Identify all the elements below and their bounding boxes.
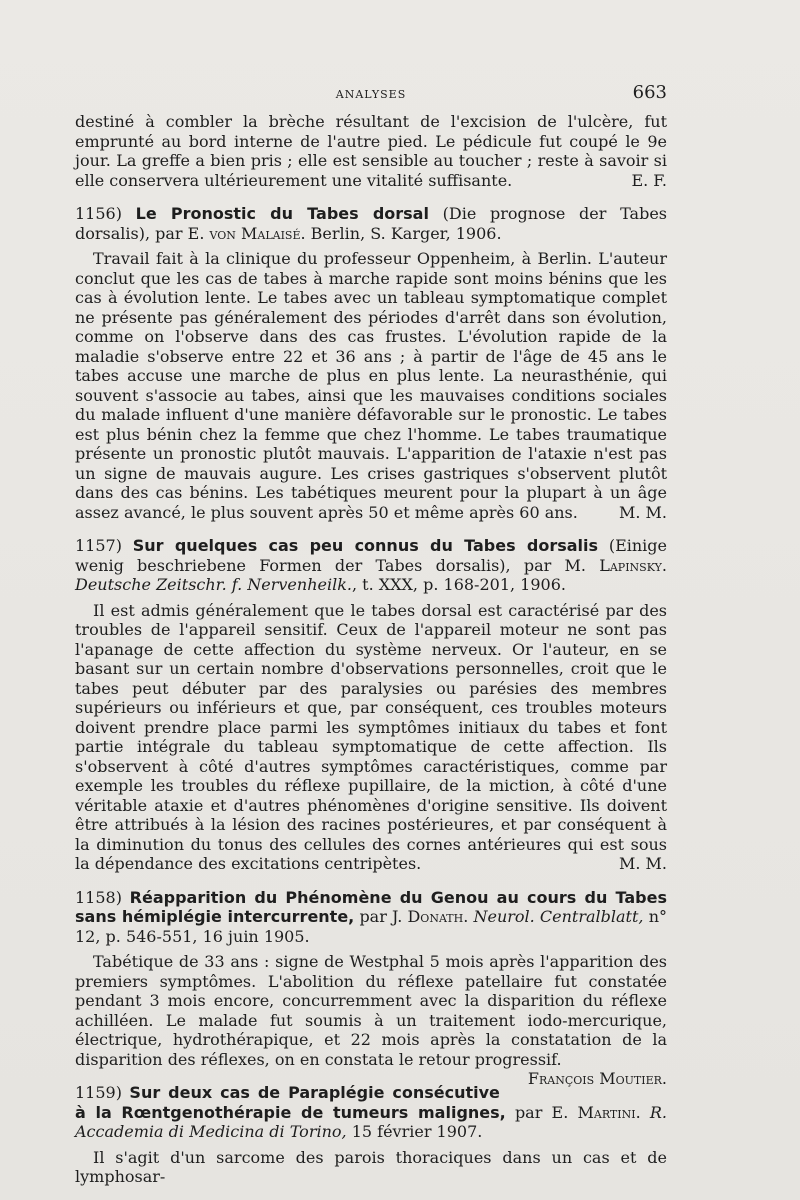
entry-journal: R. Accademia di Medicina di Torino, [75, 1102, 668, 1141]
entry-author: Donath [407, 907, 464, 926]
entry-signature: M. M. [618, 854, 667, 873]
entry-1157 [75, 536, 667, 874]
running-head [75, 82, 667, 112]
entry-citation-tail: . [661, 555, 667, 575]
entry-citation-tail: . [463, 907, 469, 926]
entry-citation: par J. [359, 907, 403, 926]
page-number: 663 [632, 82, 667, 103]
entry-1156 [75, 204, 667, 522]
entry-citation-end: 15 février 1907. [351, 1122, 483, 1141]
entry-1158 [75, 887, 667, 1088]
intro-paragraph [75, 112, 667, 190]
entry-citation-tail: . [635, 1102, 641, 1122]
entry-signature: François Moutier. [527, 1069, 667, 1088]
entry-title: Sur deux cas de Paraplégie consécutive à la Rœntgenothérapie de tumeurs malignes, [75, 1083, 506, 1122]
entry-header [75, 888, 667, 947]
entry-header [75, 1083, 667, 1142]
entry-citation-end: n° 12, p. 546-551, 16 juin 1905. [75, 907, 667, 946]
intro-signature: E. F. [631, 170, 667, 190]
entry-body-text: Il s'agit d'un sarcome des parois thoraciques dans un cas et de lymphosar- [75, 1147, 667, 1186]
entry-author: Lapinsky [599, 555, 662, 575]
entry-body-text: Tabétique de 33 ans : signe de Westphal 5 mois après l'apparition des premiers symptômes. L'abolition du réflexe patellaire fut constatée pendant 3 mois encore, concurremment avec la disparition du réflexe achilléen. Le malade fut soumis à un traitement iodo-mercurique, électrique, hydrothérapique, et 22 mois après la constatation de la disparition des réflexes, on en constata le retour progressif. [75, 952, 667, 1069]
entry-header [75, 204, 667, 243]
entry-body-text: Travail fait à la clinique du professeur Oppenheim, à Berlin. L'auteur conclut que les cas de tabes à marche rapide sont moins bénins que les cas à évolution lente. Le tabes avec un tableau symptomatique complet ne présente pas généralement des périodes d'arrêt dans son évolution, comme on l'observe dans des cas frustes. L'évolution rapide de la maladie s'observe entre 22 et 36 ans ; à partir de l'âge de 45 ans le tabes accuse une marche de plus en plus lente. La neurasthénie, qui souvent s'associe au tabes, ainsi que les mauvaises conditions sociales du malade influent d'une manière défavorable sur le pronostic. Le tabes est plus bénin chez la femme que chez l'homme. Le tabes traumatique présente un pronostic plutôt mauvais. L'apparition de l'ataxie n'est pas un signe de mauvais augure. Les crises gastriques s'observent plutôt dans des cas bénins. Les tabétiques meurent pour la plupart à un âge assez avancé, le plus souvent après 50 et même après 60 ans. [75, 249, 667, 522]
entry-signature: M. M. [618, 502, 667, 522]
entry-1159 [75, 1083, 667, 1187]
entry-journal: Neurol. Centralblatt, [473, 907, 644, 926]
author-prefix: E. von [187, 223, 236, 243]
entry-number: 1158) [75, 887, 122, 907]
entry-number: 1159) [75, 1083, 122, 1102]
intro-text: destiné à combler la brèche résultant de l'excision de l'ulcère, fut emprunté au bord interne de l'autre pied. Le pédicule fut coupé le 9e jour. La greffe a bien pris ; elle est sensible au toucher ; reste à savoir si elle conservera ultérieurement une vitalité suffisante. [75, 112, 667, 190]
entry-citation: (Die prognose der Tabes dorsalis), par [75, 204, 667, 243]
entry-title: Sur quelques cas peu connus du Tabes dorsalis [132, 536, 599, 555]
entry-body [75, 952, 667, 1088]
entry-citation-tail: . Berlin, S. Karger, 1906. [300, 223, 502, 243]
entry-journal: Deutsche Zeitschr. f. Nervenheilk. [75, 575, 352, 594]
entry-citation: (Einige wenig beschriebene Formen der Tabes dorsalis), par M. [75, 536, 667, 575]
entry-body [75, 249, 667, 522]
entry-citation-end: , t. XXX, p. 168-201, 1906. [351, 575, 566, 594]
entry-author: Malaisé [241, 223, 301, 243]
running-title: ANALYSES [335, 88, 407, 101]
entry-author: Martini [577, 1102, 636, 1122]
entry-header [75, 536, 667, 595]
entry-body-text: Il est admis généralement que le tabes dorsal est caractérisé par des troubles de l'appareil sensitif. Ceux de l'appareil moteur ne sont pas l'apanage de cette affection du système nerveux. Or l'auteur, en se basant sur un certain nombre d'observations personnelles, croit que le tabes peut débuter par des paralysies ou parésies des membres supérieurs ou inférieurs et que, par conséquent, ces troubles moteurs doivent prendre place parmi les symptômes initiaux du tabes et font partie intégrale du tableau symptomatique de cette affection. Ils s'observent à côté d'autres symptômes caractéristiques, comme par exemple les troubles du réflexe pupillaire, de la miction, à côté d'une véritable ataxie et d'autres phénomènes d'origine sensitive. Ils doivent être attribués à la lésion des racines postérieures, et par conséquent à la diminution du tonus des cellules des cornes antérieures qui est sous la dépendance des excitations centripètes. [75, 600, 667, 873]
entry-title: Le Pronostic du Tabes dorsal [135, 204, 429, 223]
entry-body [75, 1148, 667, 1187]
entry-body [75, 601, 667, 874]
entry-citation: par E. [514, 1102, 569, 1122]
entry-number: 1157) [75, 536, 122, 555]
entry-title: Réapparition du Phénomène du Genou au cours du Tabes sans hémiplégie intercurrente, [75, 887, 667, 926]
entry-number: 1156) [75, 204, 122, 223]
